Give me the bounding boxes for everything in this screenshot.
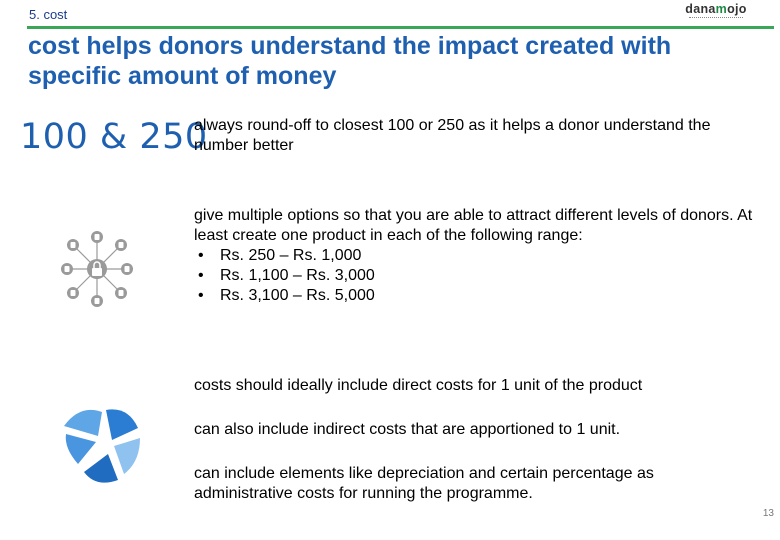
section-label: 5. cost bbox=[29, 7, 68, 22]
shooting-star-icon bbox=[62, 402, 142, 484]
logo-wordmark: danamojo bbox=[685, 2, 747, 16]
range-item: • Rs. 250 – Rs. 1,000 bbox=[194, 246, 754, 266]
options-intro: give multiple options so that you are able to attract different levels of donors. At least create one product in each of the following range: bbox=[194, 207, 753, 244]
brand-logo bbox=[684, 2, 748, 24]
header-rule bbox=[27, 26, 774, 29]
options-block bbox=[194, 206, 754, 306]
direct-costs-text: costs should ideally include direct costs for 1 unit of the product bbox=[194, 377, 643, 394]
range-list bbox=[194, 246, 754, 306]
highlight-number: 100 & 250 bbox=[20, 117, 208, 157]
lock-network-icon bbox=[57, 227, 137, 309]
logo-tagline bbox=[689, 17, 743, 20]
page-number: 13 bbox=[762, 508, 774, 519]
page-title: cost helps donors understand the impact created with specific amount of money bbox=[28, 32, 672, 90]
elements-text: can include elements like depreciation and certain percentage as administrative costs for running the programme. bbox=[194, 465, 654, 502]
indirect-costs-text: can also include indirect costs that are apportioned to 1 unit. bbox=[194, 421, 621, 438]
range-item: • Rs. 1,100 – Rs. 3,000 bbox=[194, 266, 754, 286]
range-item: • Rs. 3,100 – Rs. 5,000 bbox=[194, 286, 754, 306]
round-off-text: always round-off to closest 100 or 250 as it helps a donor understand the number better bbox=[194, 117, 711, 154]
